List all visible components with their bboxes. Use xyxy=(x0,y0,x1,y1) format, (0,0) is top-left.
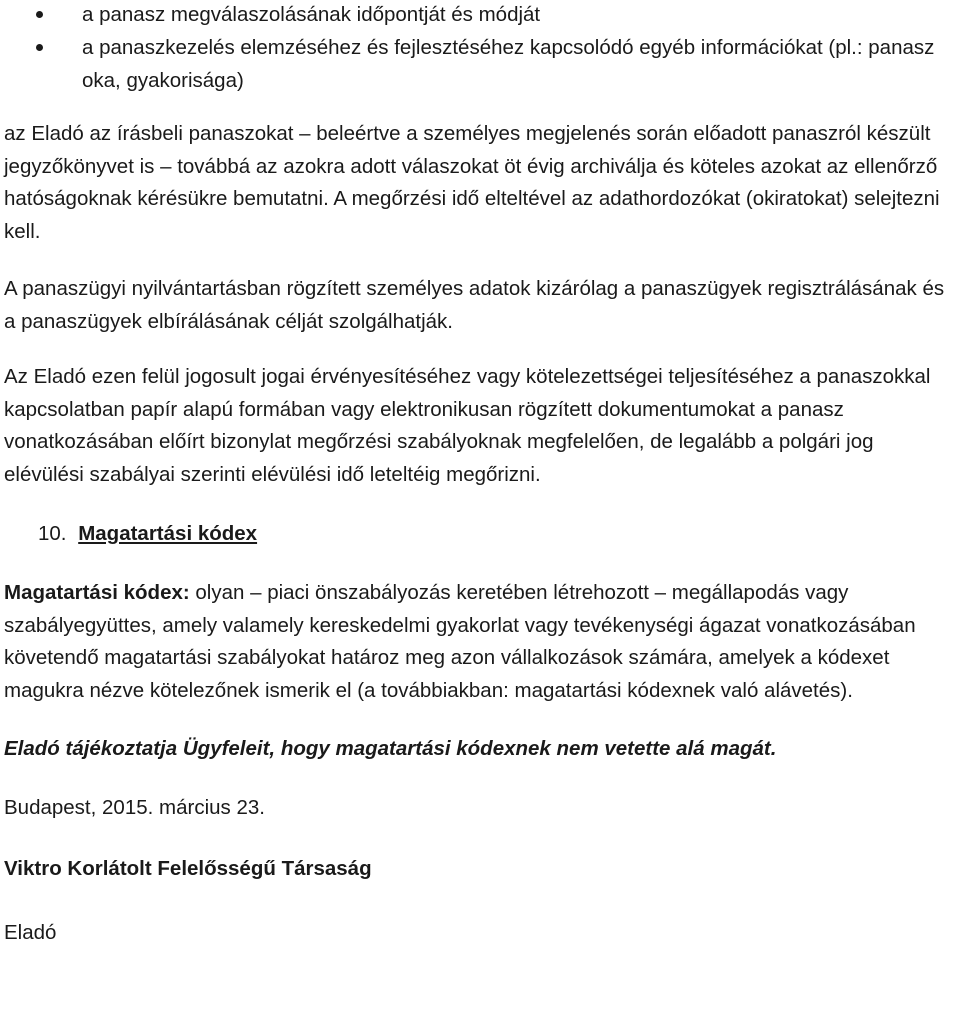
section-heading xyxy=(4,518,956,550)
signature-company: Viktro Korlátolt Felelősségű Társaság xyxy=(4,857,372,880)
kodex-definition-paragraph xyxy=(4,577,956,707)
section-title: Magatartási kódex xyxy=(78,522,258,545)
kodex-notice: Eladó tájékoztatja Ügyfeleit, hogy magatartási kódexnek nem vetette alá magát. xyxy=(4,737,777,760)
list-item-text: a panaszkezelés elemzéséhez és fejlesztéséhez kapcsolódó egyéb információkat (pl.: panasz oka, gyakorisága) xyxy=(82,36,935,92)
section-number: 10. xyxy=(38,522,67,545)
records-paragraph: A panaszügyi nyilvántartásban rögzített személyes adatok kizárólag a panaszügyek regisztrálásának és a panaszügyek elbírálásának célját szolgálhatják. xyxy=(4,277,945,333)
document-page xyxy=(4,0,956,949)
list-item-text: a panasz megválaszolásának időpontját és módját xyxy=(82,3,541,26)
bullet-list xyxy=(4,0,956,97)
list-item xyxy=(4,0,956,31)
retention-paragraph: Az Eladó ezen felül jogosult jogai érvényesítéséhez vagy kötelezettségei teljesítéséhez a panaszokkal kapcsolatban papír alapú formában vagy elektronikusan rögzített dokumentumokat a panasz vonatkozásában előírt bizonylat megőrzési szabályoknak megfelelően, de legalább a polgári jog elévülési szabályai szerinti elévülési idő leteltéig megőrizni. xyxy=(4,365,931,486)
list-item xyxy=(4,31,956,97)
kodex-definition: olyan – piaci önszabályozás keretében létrehozott – megállapodás vagy szabályegyüttes, amely valamely kereskedelmi gyakorlat vagy tevékenységi ágazat vonatkozásában követendő magatartási szabályokat határoz meg azon vállalkozások számára, amelyek a kódexet magukra nézve kötelezőnek ismerik el (a továbbiakban: magatartási kódexnek való alávetés). xyxy=(4,581,916,702)
bullet-icon xyxy=(36,44,43,51)
bullet-icon xyxy=(36,11,43,18)
signature-role: Eladó xyxy=(4,920,57,944)
archive-paragraph: az Eladó az írásbeli panaszokat – beleértve a személyes megjelenés során előadott panaszról készült jegyzőkönyvet is – továbbá az azokra adott válaszokat öt évig archiválja és köteles azokat az ellenőrző hatóságoknak kérésükre bemutatni. A megőrzési idő elteltével az adathordozókat (okiratokat) selejtezni kell. xyxy=(4,122,940,243)
kodex-term: Magatartási kódex: xyxy=(4,581,190,604)
signature-date: Budapest, 2015. március 23. xyxy=(4,795,265,819)
